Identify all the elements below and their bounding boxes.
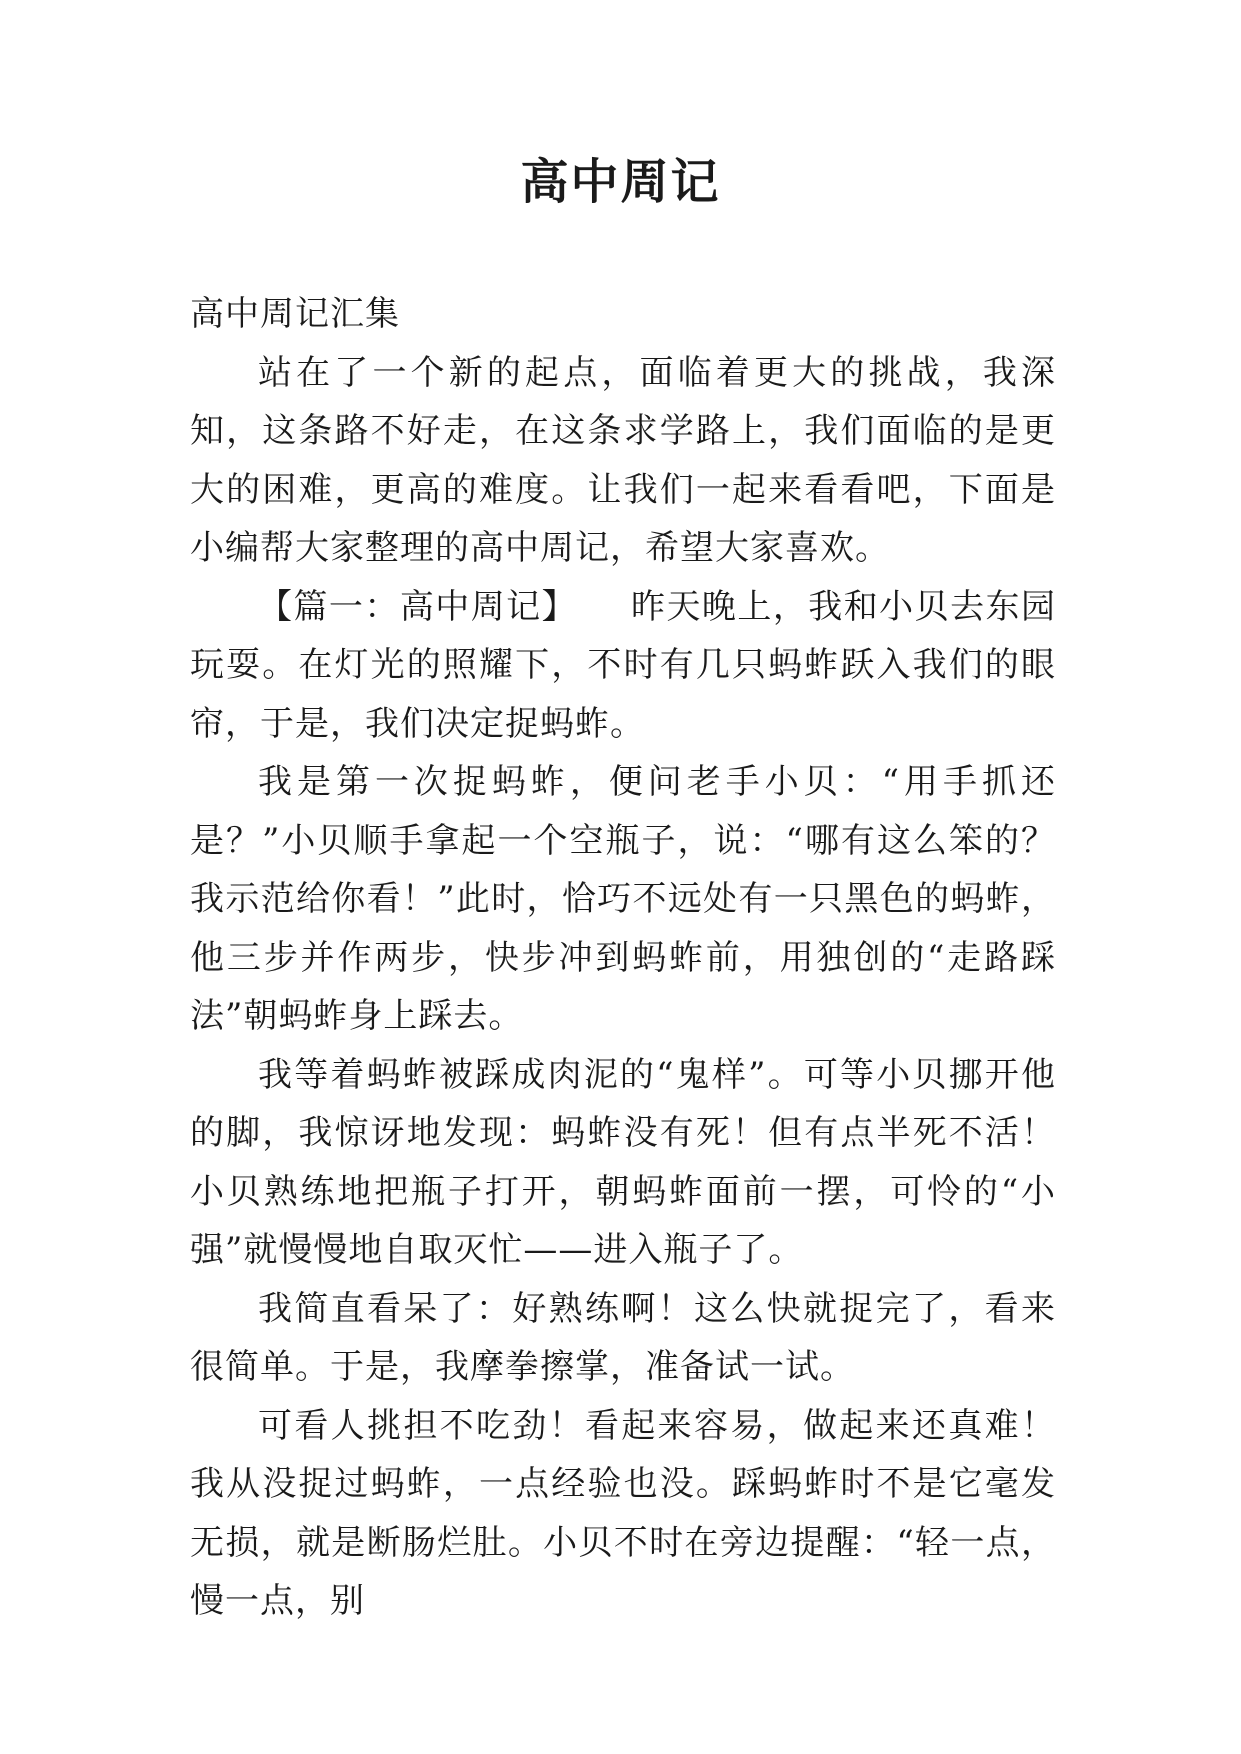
paragraph: 可看人挑担不吃劲！看起来容易，做起来还真难！我从没捉过蚂蚱，一点经验也没。踩蚂蚱时不是它毫发无损，就是断肠烂肚。小贝不时在旁边提醒：“轻一点，慢一点，别 [190, 1405, 1056, 1621]
document-subtitle: 高中周记汇集 [190, 294, 400, 334]
paragraph: 站在了一个新的起点，面临着更大的挑战，我深知，这条路不好走，在这条求学路上，我们面临的是更大的困难，更高的难度。让我们一起来看看吧，下面是小编帮大家整理的高中周记，希望大家喜欢。 [190, 352, 1056, 568]
document-title: 高中周记 [520, 154, 721, 210]
document-body [190, 285, 1056, 1631]
paragraph: 我简直看呆了：好熟练啊！这么快就捉完了，看来很简单。于是，我摩拳擦掌，准备试一试。 [190, 1288, 1056, 1387]
paragraph: 我等着蚂蚱被踩成肉泥的“鬼样”。可等小贝挪开他的脚，我惊讶地发现：蚂蚱没有死！但有点半死不活！小贝熟练地把瓶子打开，朝蚂蚱面前一摆，可怜的“小强”就慢慢地自取灭忙——进入瓶子了。 [190, 1054, 1056, 1270]
paragraph: 我是第一次捉蚂蚱，便问老手小贝：“用手抓还是？”小贝顺手拿起一个空瓶子，说：“哪有这么笨的？我示范给你看！”此时，恰巧不远处有一只黑色的蚂蚱，他三步并作两步，快步冲到蚂蚱前，用独创的“走路踩法”朝蚂蚱身上踩去。 [190, 762, 1056, 1036]
paragraph: 【篇一：高中周记】 昨天晚上，我和小贝去东园玩耍。在灯光的照耀下，不时有几只蚂蚱跃入我们的眼帘，于是，我们决定捉蚂蚱。 [190, 586, 1056, 744]
